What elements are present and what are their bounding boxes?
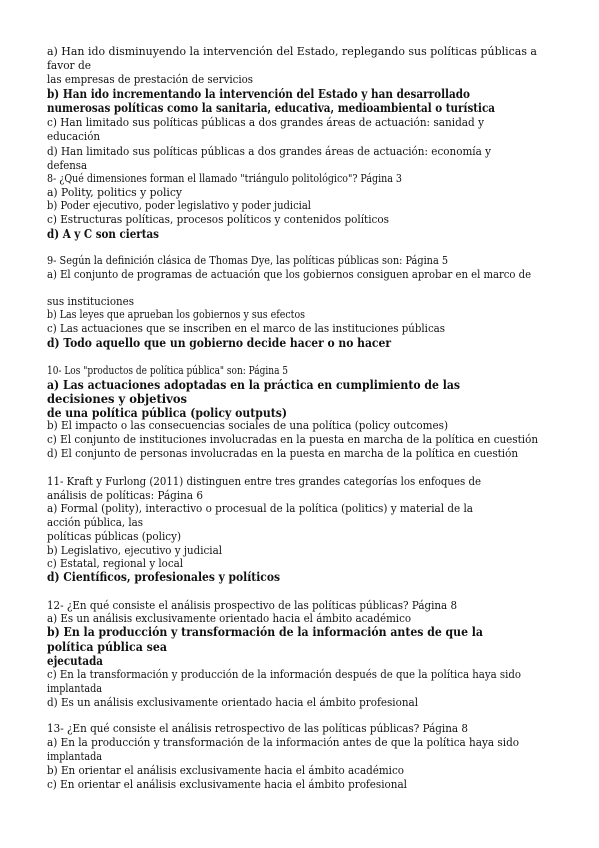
correct-answer-line: d) A y C son ciertas	[47, 226, 160, 241]
correct-answer-line: de una política pública (policy outputs)	[47, 405, 288, 420]
correct-answer-line: b) Han ido incrementando la intervención del Estado y han desarrollado	[47, 86, 471, 101]
answer-line: b) El impacto o las consecuencias sociales de una política (policy outcomes)	[47, 418, 449, 432]
answer-line: d) Es un análisis exclusivamente orientado hacia el ámbito profesional	[47, 695, 419, 709]
answer-line: d) Han limitado sus políticas públicas a dos grandes áreas de actuación: economía y	[47, 144, 491, 158]
answer-line: a) El conjunto de programas de actuación que los gobiernos consiguen aprobar en el marco de	[47, 267, 532, 281]
correct-answer-line: decisiones y objetivos	[47, 391, 188, 406]
answer-line: c) Estructuras políticas, procesos políticos y contenidos políticos	[47, 212, 389, 226]
question-line: 12- ¿En qué consiste el análisis prospectivo de las políticas públicas? Página 8	[47, 598, 458, 612]
answer-line: a) En la producción y transformación de la información antes de que la política haya sido	[47, 735, 520, 749]
question-line: 8- ¿Qué dimensiones forman el llamado "triángulo politológico"? Página 3	[47, 171, 402, 185]
answer-line: a) Polity, politics y policy	[47, 185, 182, 199]
question-line: 10- Los "productos de política pública" son: Página 5	[47, 363, 289, 377]
answer-line: b) Las leyes que aprueban los gobiernos y sus efectos	[47, 307, 305, 321]
answer-line: c) Han limitado sus políticas públicas a dos grandes áreas de actuación: sanidad y	[47, 115, 484, 129]
answer-line: a) Formal (polity), interactivo o procesual de la política (politics) y material de la	[47, 501, 473, 515]
question-line: 9- Según la definición clásica de Thomas Dye, las políticas públicas son: Página 5	[47, 253, 449, 267]
answer-line: a) Es un análisis exclusivamente orientado hacia el ámbito académico	[47, 611, 412, 625]
question-line: 11- Kraft y Furlong (2011) distinguen entre tres grandes categorías los enfoques de	[47, 474, 482, 488]
answer-line: c) En orientar el análisis exclusivamente hacia el ámbito profesional	[47, 777, 408, 791]
answer-line: c) Estatal, regional y local	[47, 556, 183, 570]
answer-line: a) Han ido disminuyendo la intervención del Estado, replegando sus políticas públicas a	[47, 44, 537, 58]
answer-line: defensa	[47, 158, 87, 172]
answer-line: b) Poder ejecutivo, poder legislativo y poder judicial	[47, 198, 312, 212]
question-line: análisis de políticas: Página 6	[47, 488, 204, 502]
correct-answer-line: d) Científicos, profesionales y políticos	[47, 569, 280, 584]
question-line: 13- ¿En qué consiste el análisis retrospectivo de las políticas públicas? Página 8	[47, 721, 468, 735]
answer-line: c) El conjunto de instituciones involucradas en la puesta en marcha de la política en cuestión	[47, 432, 539, 446]
answer-line: políticas públicas (policy)	[47, 529, 181, 543]
answer-line: las empresas de prestación de servicios	[47, 72, 253, 86]
answer-line: implantada	[47, 749, 103, 763]
correct-answer-line: d) Todo aquello que un gobierno decide hacer o no hacer	[47, 335, 391, 350]
correct-answer-line: política pública sea	[47, 639, 168, 654]
correct-answer-line: ejecutada	[47, 653, 103, 668]
answer-line: implantada	[47, 681, 103, 695]
correct-answer-line: numerosas políticas como la sanitaria, educativa, medioambiental o turística	[47, 100, 495, 115]
answer-line: favor de	[47, 58, 91, 72]
answer-line: d) El conjunto de personas involucradas en la puesta en marcha de la política en cuestión	[47, 446, 518, 460]
answer-line: b) Legislativo, ejecutivo y judicial	[47, 543, 222, 557]
answer-line: educación	[47, 129, 101, 143]
answer-line: acción pública, las	[47, 515, 144, 529]
answer-line: c) Las actuaciones que se inscriben en el marco de las instituciones públicas	[47, 321, 445, 335]
correct-answer-line: b) En la producción y transformación de la información antes de que la	[47, 624, 483, 639]
correct-answer-line: a) Las actuaciones adoptadas en la práctica en cumplimiento de las	[47, 377, 461, 392]
answer-line: sus instituciones	[47, 294, 135, 308]
answer-line: b) En orientar el análisis exclusivamente hacia el ámbito académico	[47, 763, 405, 777]
answer-line: c) En la transformación y producción de la información después de que la política haya sido	[47, 667, 521, 681]
